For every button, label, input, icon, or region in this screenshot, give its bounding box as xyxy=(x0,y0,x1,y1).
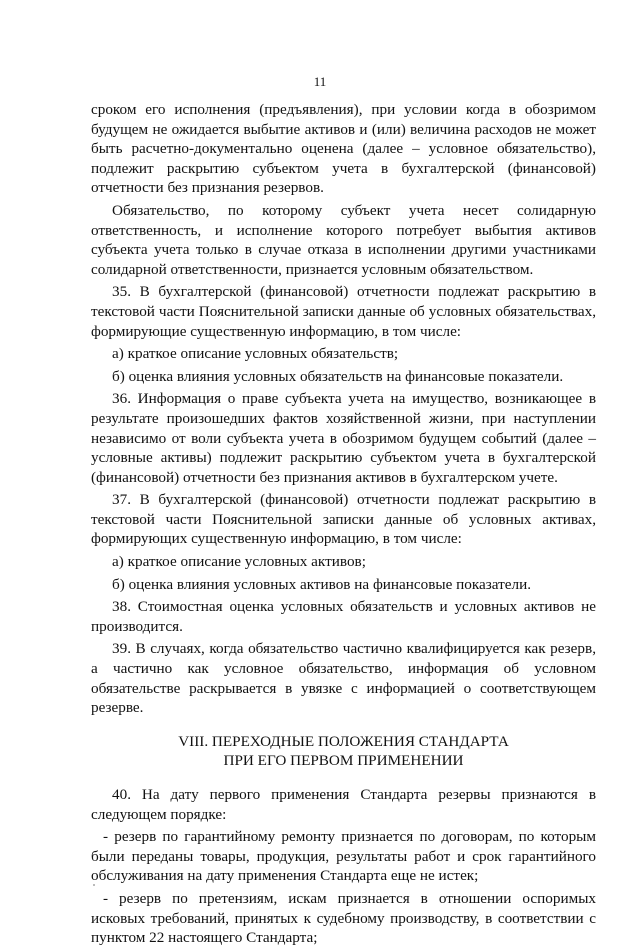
section-heading-line-1: VIII. ПЕРЕХОДНЫЕ ПОЛОЖЕНИЯ СТАНДАРТА xyxy=(178,732,509,750)
paragraph-40-claims: - резерв по претензиям, искам признается в отношении оспоримых исковых требований, принятых к судебному производству, в соответствии с пунктом 22 настоящего Стандарта; xyxy=(91,889,596,947)
paragraph-35: 35. В бухгалтерской (финансовой) отчетности подлежат раскрытию в текстовой части Пояснительной записки данные об условных обязательствах, формирующие существенную информацию, в том числе: xyxy=(91,283,596,340)
paragraph-37: 37. В бухгалтерской (финансовой) отчетности подлежат раскрытию в текстовой части Пояснительной записки данные об условных активах, формирующих существенную информацию, в том числе: xyxy=(91,491,596,548)
paragraph-39: 39. В случаях, когда обязательство частично квалифицируется как резерв, а частично как условное обязательство, информация об условном обязательстве раскрывается в увязке с информацией о соответствующем резерве. xyxy=(91,640,596,717)
paragraph-36: 36. Информация о праве субъекта учета на имущество, возникающее в результате произошедших фактов хозяйственной жизни, при наступлении независимо от воли субъекта учета в обозримом будущем событий (далее – условные активы) подлежит раскрытию субъектом учета в бухгалтерской (финансовой) отчетности без признания активов в бухгалтерском учете. xyxy=(91,390,596,486)
paragraph-40: 40. На дату первого применения Стандарта резервы признаются в следующем порядке: xyxy=(91,786,596,823)
paragraph-35-b: б) оценка влияния условных обязательств на финансовые показатели. xyxy=(112,367,564,385)
page-number: 11 xyxy=(313,74,327,89)
paragraph-40-warranty: - резерв по гарантийному ремонту признается по договорам, по которым были переданы товары, продукция, результаты работ и срок гарантийного обслуживания на дату применения Стандарта еще не истек; xyxy=(91,828,596,885)
paragraph-continuation: сроком его исполнения (предъявления), при условии когда в обозримом будущем не ожидается выбытие активов и (или) величина расходов не может быть расчетно-документально оценена (далее – условное обязательство), подлежит раскрытию субъектом учета в бухгалтерской (финансовой) отчетности без признания резервов. xyxy=(91,101,596,197)
paragraph-35-a: а) краткое описание условных обязательств; xyxy=(112,345,399,363)
paragraph-37-b: б) оценка влияния условных активов на финансовые показатели. xyxy=(112,575,531,593)
section-heading xyxy=(91,732,596,771)
document-body xyxy=(91,100,596,951)
scan-speck xyxy=(93,884,95,886)
paragraph-37-a: а) краткое описание условных активов; xyxy=(112,553,366,571)
section-heading-line-2: ПРИ ЕГО ПЕРВОМ ПРИМЕНЕНИИ xyxy=(223,752,464,770)
paragraph-solidary-obligation: Обязательство, по которому субъект учета несет солидарную ответственность, и исполнение которого потребует выбытия активов субъекта учета только в случае отказа в исполнении другими участниками солидарной ответственности, признается условным обязательством. xyxy=(91,201,596,278)
paragraph-38: 38. Стоимостная оценка условных обязательств и условных активов не производится. xyxy=(91,598,596,635)
